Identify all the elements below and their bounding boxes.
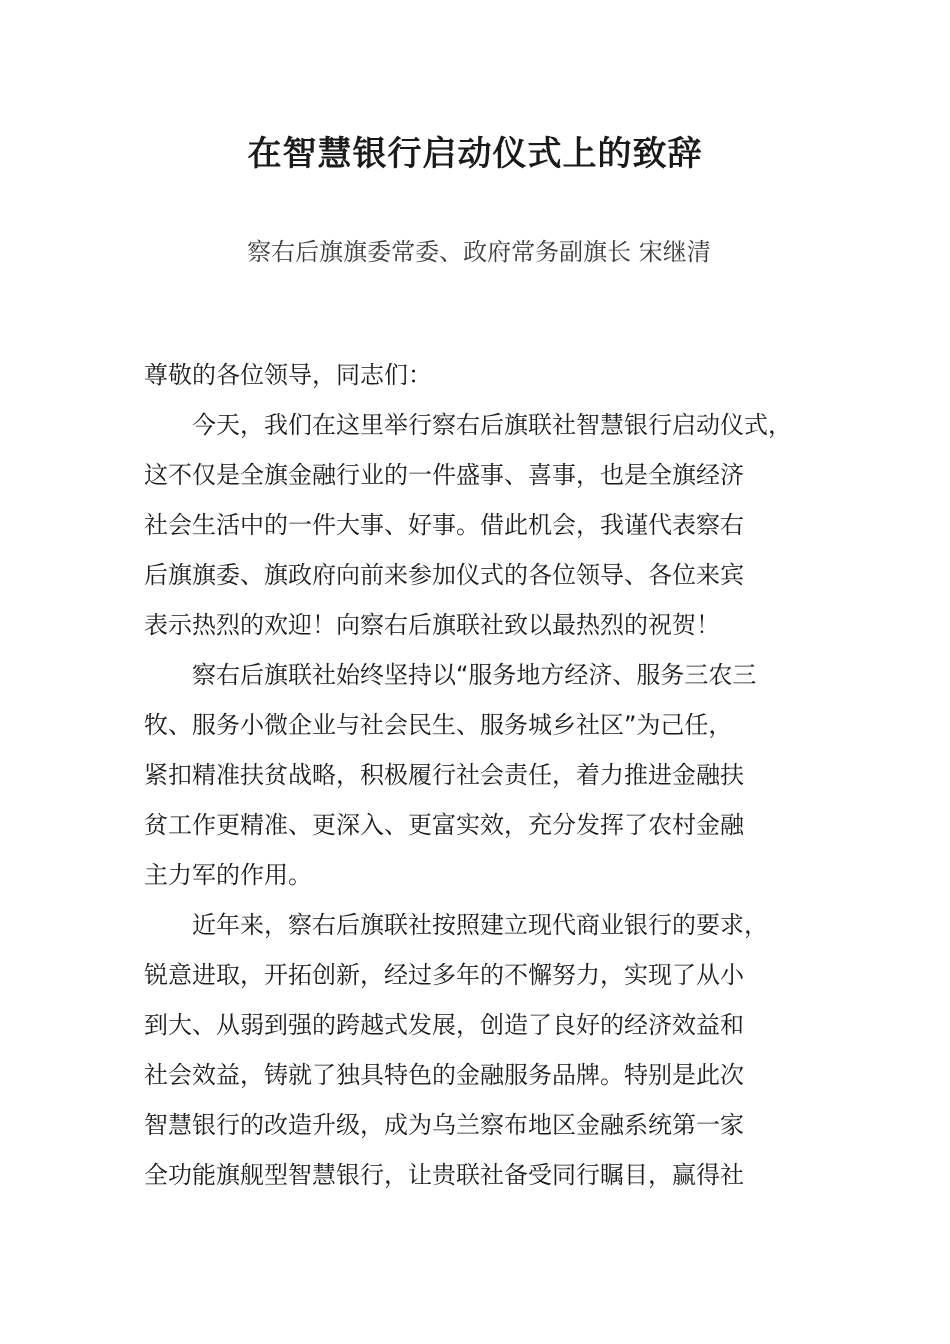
body-line: 全功能旗舰型智慧银行，让贵联社备受同行瞩目，赢得社 bbox=[144, 1161, 744, 1189]
salutation: 尊敬的各位领导，同志们： bbox=[144, 361, 432, 389]
body-line: 到大、从弱到强的跨越式发展，创造了良好的经济效益和 bbox=[144, 1011, 744, 1039]
document-title: 在智慧银行启动仪式上的致辞 bbox=[247, 134, 703, 174]
author-byline: 察右后旗旗委常委、政府常务副旗长 宋继清 bbox=[247, 238, 711, 266]
body-line: 社会效益，铸就了独具特色的金融服务品牌。特别是此次 bbox=[144, 1061, 744, 1089]
body-line: 贫工作更精准、更深入、更富实效，充分发挥了农村金融 bbox=[144, 811, 744, 839]
body-line: 紧扣精准扶贫战略，积极履行社会责任，着力推进金融扶 bbox=[144, 761, 744, 789]
body-line: 表示热烈的欢迎！向察右后旗联社致以最热烈的祝贺！ bbox=[144, 611, 720, 639]
body-line: 社会生活中的一件大事、好事。借此机会，我谨代表察右 bbox=[144, 511, 744, 539]
body-line: 智慧银行的改造升级，成为乌兰察布地区金融系统第一家 bbox=[144, 1111, 744, 1139]
body-line: 牧、服务小微企业与社会民生、服务城乡社区”为己任， bbox=[144, 711, 733, 739]
body-line: 后旗旗委、旗政府向前来参加仪式的各位领导、各位来宾 bbox=[144, 561, 744, 589]
body-line: 察右后旗联社始终坚持以“服务地方经济、服务三农三 bbox=[192, 661, 757, 689]
body-line: 近年来，察右后旗联社按照建立现代商业银行的要求， bbox=[192, 911, 768, 939]
body-line: 今天，我们在这里举行察右后旗联社智慧银行启动仪式， bbox=[192, 411, 792, 439]
body-line: 这不仅是全旗金融行业的一件盛事、喜事，也是全旗经济 bbox=[144, 461, 744, 489]
body-line: 锐意进取，开拓创新，经过多年的不懈努力，实现了从小 bbox=[144, 961, 744, 989]
body-line: 主力军的作用。 bbox=[144, 861, 312, 889]
